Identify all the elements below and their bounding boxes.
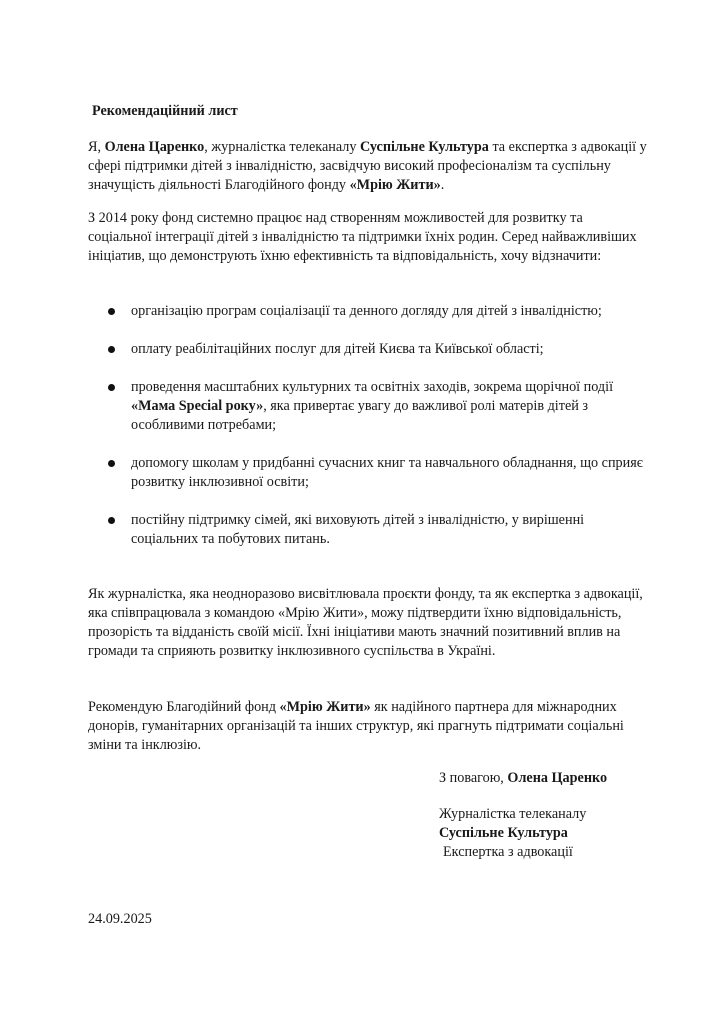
list-item [108, 511, 653, 549]
experience-paragraph: Як журналістка, яка неодноразово висвітлювала проєкти фонду, та як експертка з адвокації, яка співпрацювала з командою «Мрію Жити», можу підтвердити їхню відповідальність, прозорість та відданість своїй місії. Їхні ініціативи мають значний позитивний вплив на громади та сприяють розвитку інклюзивного суспільства в Україні. [88, 586, 643, 659]
signature-name: Олена Царенко [507, 770, 608, 786]
list-item [108, 378, 653, 435]
intro-paragraph [88, 138, 648, 195]
fund-name: «Мрію Жити» [349, 177, 441, 193]
list-item [108, 454, 653, 492]
list-item [108, 302, 653, 321]
recommendation-paragraph [88, 698, 648, 755]
letter-date: 24.09.2025 [88, 911, 152, 927]
fund-name: «Мрію Жити» [279, 699, 371, 715]
signature-role-2: Експертка з адвокації [443, 844, 573, 860]
list-item-text: оплату реабілітаційних послуг для дітей Києва та Київської області; [131, 341, 544, 357]
recommendation-text-2: як надійного партнера для міжнародних донорів, гуманітарних організацій та інших структур, які прагнуть підтримати соціальні зміни та інклюзію. [88, 699, 624, 753]
bullet-icon [108, 308, 115, 315]
bullet-icon [108, 346, 115, 353]
initiatives-list [108, 302, 653, 568]
intro-text-2: , журналістка телеканалу [204, 139, 360, 155]
intro-text-3: та експертка з адвокації у сфері підтримки дітей з інвалідністю, засвідчую високий професіоналізм та суспільну значущість діяльності Благодійного фонду [88, 139, 647, 193]
regards-text: З повагою, [439, 770, 508, 786]
list-item-text: , яка привертає увагу до важливої ролі матерів дітей з особливими потребами; [131, 398, 588, 433]
list-item-text: постійну підтримку сімей, які виховують дітей з інвалідністю, у вирішенні соціальних та побутових питань. [131, 512, 585, 547]
bullet-icon [108, 384, 115, 391]
letter-title: Рекомендаційний лист [92, 103, 238, 119]
channel-name: Суспільне Культура [359, 139, 489, 155]
event-name: «Мама Special року» [131, 398, 264, 414]
author-name: Олена Царенко [104, 139, 205, 155]
list-item [108, 340, 653, 359]
list-item-text: допомогу школам у придбанні сучасних книг та навчального обладнання, що сприяє розвитку інклюзивної освіти; [131, 455, 643, 490]
list-item-text: організацію програм соціалізації та денного догляду для дітей з інвалідністю; [131, 303, 602, 319]
signature-role: Журналістка телеканалу [439, 806, 587, 822]
bullet-icon [108, 517, 115, 524]
bullet-icon [108, 460, 115, 467]
signature-channel: Суспільне Культура [439, 825, 568, 841]
signature-regards [439, 769, 607, 788]
history-paragraph: З 2014 року фонд системно працює над створенням можливостей для розвитку та соціальної інтеграції дітей з інвалідністю та підтримки їхніх родин. Серед найважливіших ініціатив, що демонструють їхню ефективність та відповідальність, хочу відзначити: [88, 210, 637, 264]
recommendation-text-1: Рекомендую Благодійний фонд [88, 699, 280, 715]
list-item-text: проведення масштабних культурних та освітніх заходів, зокрема щорічної події [131, 379, 614, 395]
intro-text-1: Я, [88, 139, 105, 155]
intro-text-4: . [440, 177, 445, 193]
